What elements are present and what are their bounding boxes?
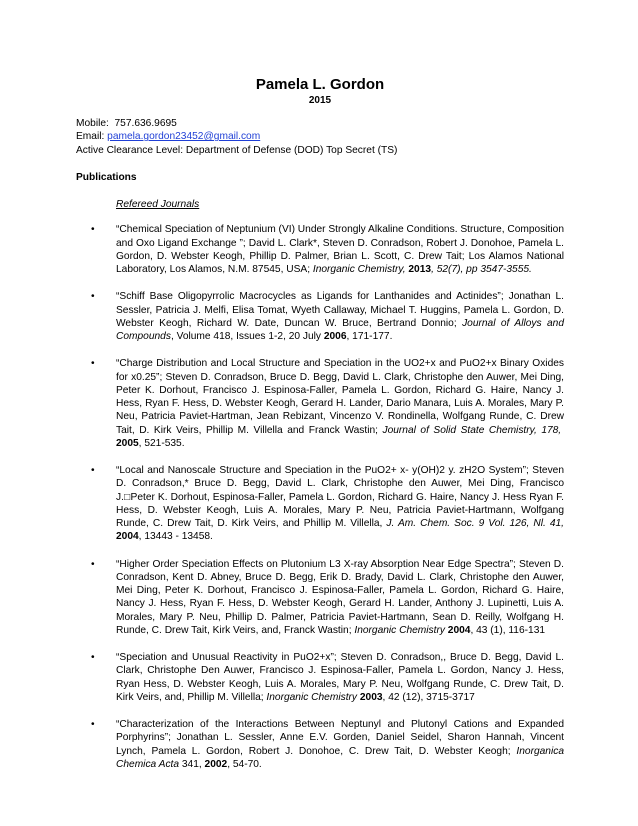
clearance-line: Active Clearance Level: Department of Defense (DOD) Top Secret (TS)	[76, 144, 398, 156]
bullet: •	[91, 465, 95, 476]
publication-details: , 171-177.	[346, 331, 393, 342]
publication-details: , 52(7), pp 3547-3555.	[431, 264, 532, 275]
contact-block	[76, 117, 564, 157]
publication-journal: J. Am. Chem. Soc. 9 Vol. 126, Nl. 41,	[386, 518, 564, 529]
document-year: 2015	[308, 95, 332, 106]
mobile-line	[76, 117, 564, 130]
bullet: •	[91, 224, 95, 236]
publication-journal: Inorganic Chemistry,	[312, 264, 406, 275]
publications-heading: Publications	[76, 171, 137, 183]
publication-item	[76, 558, 564, 638]
publication-details: , 43 (1), 116-131	[470, 624, 546, 636]
bullet: •	[91, 652, 95, 663]
publication-citation: “Local and Nanoscale Structure and Speciation in the PuO2+ x- y(OH)2 y. zH2O System”; Steven D. Conradson,* Bruce D. Begg, David L. Clark, Christophe den Auwer, Mei Ding, Francisco J.□Peter K. Dorhout, Espinosa-Faller, Pamela L. Gordon, Richard G. Haire, Nancy J. Hess Ryan F. Hess, D. Webster Keogh, Luis A. Morales, Mary P. Neu, Patricia Paviet-Hartmann, Wolfgang Runde, C. Drew Tait, D. Kirk Veirs, and Phillip M. Villella,	[116, 465, 564, 529]
publication-pre-year: 341,	[179, 758, 205, 770]
publication-year: 2004	[447, 624, 471, 636]
publication-citation: “Chemical Speciation of Neptunium (VI) Under Strongly Alkaline Conditions. Structure, Composition and Oxo Ligand Exchange ”; David L. Clark*, Steven D. Conradson, Robert J. Donohoe, Pamela L. Gordon, D. Webster Keogh, Phillip D. Palmer, Brian L. Scott, C. Drew Tait; Los Alamos National Laboratory, Los Alamos, N.M. 87545, USA;	[116, 224, 564, 275]
publication-journal: Inorganic Chemistry	[266, 691, 358, 703]
publication-year: 2013	[408, 264, 432, 275]
person-name: Pamela L. Gordon	[255, 76, 385, 93]
email-link[interactable]: pamela.gordon23452@gmail.com	[107, 131, 261, 143]
email-label: Email:	[76, 131, 105, 143]
publication-details: , 54-70.	[227, 758, 262, 770]
publication-item	[76, 464, 564, 544]
bullet: •	[91, 291, 95, 303]
publication-year: 2006	[323, 331, 347, 342]
publication-year: 2002	[204, 758, 228, 770]
publication-item	[76, 651, 564, 704]
bullet: •	[91, 358, 95, 370]
refereed-journals-heading: Refereed Journals	[116, 199, 200, 210]
publication-year: 2004	[116, 531, 139, 543]
publication-item	[76, 290, 564, 343]
mobile-number: 757.636.9695	[114, 118, 177, 129]
publication-list	[76, 223, 564, 771]
publication-details: , 521-535.	[138, 437, 185, 449]
publication-details: , 13443 - 13458.	[138, 531, 213, 543]
publication-journal: Journal of Alloys and Compounds	[116, 317, 564, 342]
email-line	[76, 130, 564, 143]
publication-journal: Journal of Solid State Chemistry, 178,	[382, 424, 562, 436]
mobile-label: Mobile:	[76, 118, 109, 129]
publication-citation: “Characterization of the Interactions Between Neptunyl and Plutonyl Cations and Expanded Porphyrins”; Jonathan L. Sessler, Anne E.V. Gorden, Daniel Seidel, Sharon Hannah, Vincent Lynch, Pamela L. Gordon, Robert J. Donohoe, C. Drew Tait, D. Webster Keogh;	[116, 719, 564, 757]
publication-item	[76, 718, 564, 771]
publication-citation: “Speciation and Unusual Reactivity in PuO2+x”; Steven D. Conradson,, Bruce D. Begg, David L. Clark, Christophe Den Auwer, Francisco J. Espinosa-Faller, Pamela L. Gordon, Nancy J. Hess, Ryan Hess, D. Webster Keogh, Luis A. Morales, Mary P. Neu, Wolfgang Runde, C. Drew Tait, D. Kirk Veirs, and, Phillip M. Villella;	[116, 652, 564, 703]
publication-details: , 42 (12), 3715-3717	[382, 691, 475, 703]
publication-year: 2003	[359, 691, 383, 703]
publication-item	[76, 357, 564, 450]
publication-citation: “Higher Order Speciation Effects on Plutonium L3 X-ray Absorption Near Edge Spectra”; Steven D. Conradson, Kent D. Abney, Bruce D. Begg, Erik D. Brady, David L. Clark, Christophe den Auwer, Mei Ding, Peter K. Dorhout, Francisco J. Espinosa-Faller, Pamela L. Gordon, Richard G. Haire, Nancy J. Hess, Ryan F. Hess, D. Webster Keogh, Gerard H. Lander, Anthony J. Lupinetti, Luis A. Morales, Mary P. Neu, Phillip D. Palmer, Patricia Paviet-Hartmann, Sean D. Reilly, Wolfgang H. Runde, C. Drew Tait, Kirk Veirs, and, Franck Wastin;	[116, 558, 564, 636]
publication-pre-year: , Volume 418, Issues 1-2, 20 July	[170, 331, 324, 342]
publication-journal: Inorganic Chemistry	[354, 624, 445, 636]
bullet: •	[91, 558, 95, 570]
publication-item	[76, 223, 564, 276]
publication-citation: “Schiff Base Oligopyrrolic Macrocycles as Ligands for Lanthanides and Actinides”; Jonathan L. Sessler, Patricia J. Melfi, Elisa Tomat, Wyeth Callaway, Michael T. Huggins, Pamela L. Gordon, D. Webster Keogh, Richard W. Date, Duncan W. Bruce, Bertrand Donnio;	[116, 291, 564, 329]
publication-year: 2005	[116, 437, 139, 449]
publication-journal: Inorganica Chemica Acta	[116, 745, 564, 770]
publication-citation: “Charge Distribution and Local Structure and Speciation in the UO2+x and PuO2+x Binary Oxides for x0.25”; Steven D. Conradson, Bruce D. Begg, David L. Clark, Christophe den Auwer, Mei Ding, Peter K. Dorhout, Francisco J. Espinosa-Faller, Pamela L. Gordon, Richard G. Haire, Nancy J. Hess, Ryan F. Hess, D. Webster Keogh, Gerard H. Lander, Dario Manara, Luis A. Morales, Mary P. Neu, Patricia Paviet-Hartman, Jean Rebizant, Vincenzo V. Rondinella, Wolfgang Runde, C. Drew Tait, D. Kirk Veirs, Phillip M. Villella and Franck Wastin;	[116, 358, 564, 436]
bullet: •	[91, 719, 95, 730]
